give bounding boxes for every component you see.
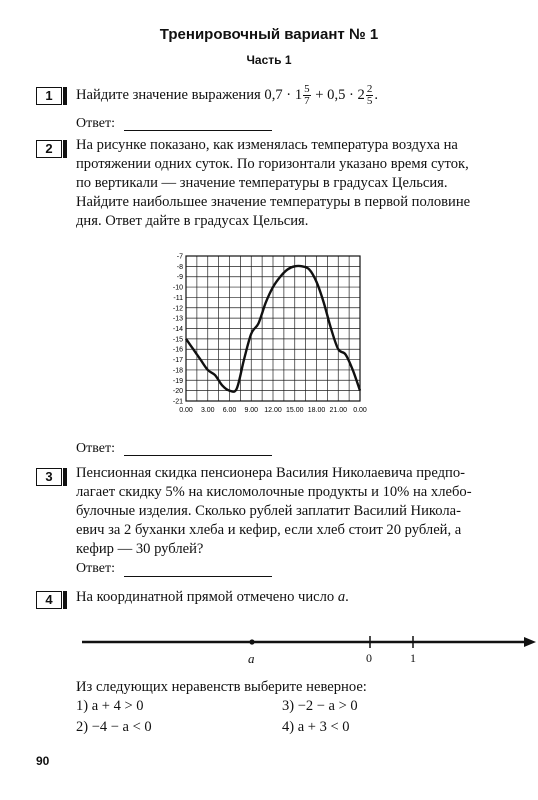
page-title: Тренировочный вариант № 1 <box>159 26 379 43</box>
y-tick-label: -17 <box>172 357 183 365</box>
y-tick-label: -16 <box>172 346 183 354</box>
x-tick-label: 15.00 <box>285 407 304 414</box>
question-number-1: 1 <box>36 87 62 105</box>
x-tick-label: 18.00 <box>307 407 326 414</box>
question-2-text: На рисунке показано, как изменялась температура воздуха на протяжении одних суток. По горизонтали указано время суток, по вертикали — значение температуры в градусах Цельсия. Найдите наибольшее значение температуры в первой половине дня. Ответ дайте в градусах Цельсия. <box>76 137 471 229</box>
x-tick-label: 0.00 <box>353 407 367 414</box>
q1-text-mid: + 0,5 · 2 <box>311 86 365 103</box>
x-tick-label: 3.00 <box>200 407 215 414</box>
question-1-text: Найдите значение выражения 0,7 · 1 $\frac{5}{7}$ + 0,5 · 2 $\frac{2}{5}$ . <box>76 83 379 107</box>
number-line <box>78 630 538 670</box>
answer-label-3: Ответ: <box>76 561 115 576</box>
x-tick-label: 6.00 <box>222 407 237 414</box>
option-4[interactable]: 4) a + 3 < 0 <box>282 719 350 735</box>
y-tick-label: -13 <box>172 315 183 323</box>
question-number-3: 3 <box>36 468 62 486</box>
y-tick-label: -12 <box>172 305 183 313</box>
question-number-2: 2 <box>36 140 62 158</box>
question-3-text: Пенсионная скидка пенсионера Василия Николаевича предпо- лагает скидку 5% на кисломолочные продукты и 10% на хлебо- булочные изделия. Сколько рублей заплатит Василий Никола- евич за 2 буханки хлеба и кефир, если хлеб стоит 20 рублей, а кефир — 30 рублей? <box>76 465 472 557</box>
option-3[interactable]: 3) −2 − a > 0 <box>282 698 358 714</box>
chart-grid <box>186 256 360 401</box>
option-2[interactable]: 2) −4 − a < 0 <box>76 719 152 735</box>
point-a <box>249 639 254 644</box>
answer-label-2: Ответ: <box>76 441 115 456</box>
q1-text-before: Найдите значение выражения 0,7 · 1 <box>76 86 303 103</box>
question-4-text: На координатной прямой отмечено число a. <box>76 589 349 605</box>
y-tick-label: -11 <box>173 294 183 302</box>
y-tick-label: -10 <box>172 284 183 292</box>
y-tick-label: -20 <box>172 388 183 396</box>
page-number: 90 <box>36 754 50 768</box>
y-tick-label: -7 <box>176 253 183 261</box>
y-tick-label: -14 <box>172 326 183 333</box>
question-4-prompt: Из следующих неравенств выберите неверное: <box>76 679 367 695</box>
q1-fraction-1: $\frac{5}{7}$ <box>304 83 310 107</box>
x-tick-label: 21.00 <box>329 407 348 414</box>
answer-field-3[interactable] <box>124 576 272 577</box>
x-tick-label: 12.00 <box>264 407 282 414</box>
chart-x-ticks <box>179 407 367 414</box>
temperature-chart <box>150 246 370 424</box>
answer-field-1[interactable] <box>124 130 272 131</box>
part-subtitle: Часть 1 <box>246 53 292 67</box>
q1-fraction-2: $\frac{2}{5}$ <box>366 83 373 107</box>
y-tick-label: -19 <box>172 377 183 385</box>
axis-label-a: a <box>248 651 255 666</box>
axis-label-zero: 0 <box>366 651 372 665</box>
x-tick-label: 0.00 <box>179 407 193 414</box>
chart-y-ticks <box>173 254 183 406</box>
question-number-4: 4 <box>36 591 62 609</box>
y-tick-label: -21 <box>172 398 183 406</box>
y-tick-label: -18 <box>172 367 183 375</box>
y-tick-label: -15 <box>172 336 183 344</box>
x-tick-label: 9.00 <box>244 407 259 414</box>
axis-label-one: 1 <box>410 651 416 665</box>
answer-field-2[interactable] <box>124 455 272 456</box>
y-tick-label: -9 <box>176 274 183 282</box>
y-tick-label: -8 <box>176 263 183 271</box>
option-1[interactable]: 1) a + 4 > 0 <box>76 698 144 714</box>
answer-label-1: Ответ: <box>76 116 115 131</box>
